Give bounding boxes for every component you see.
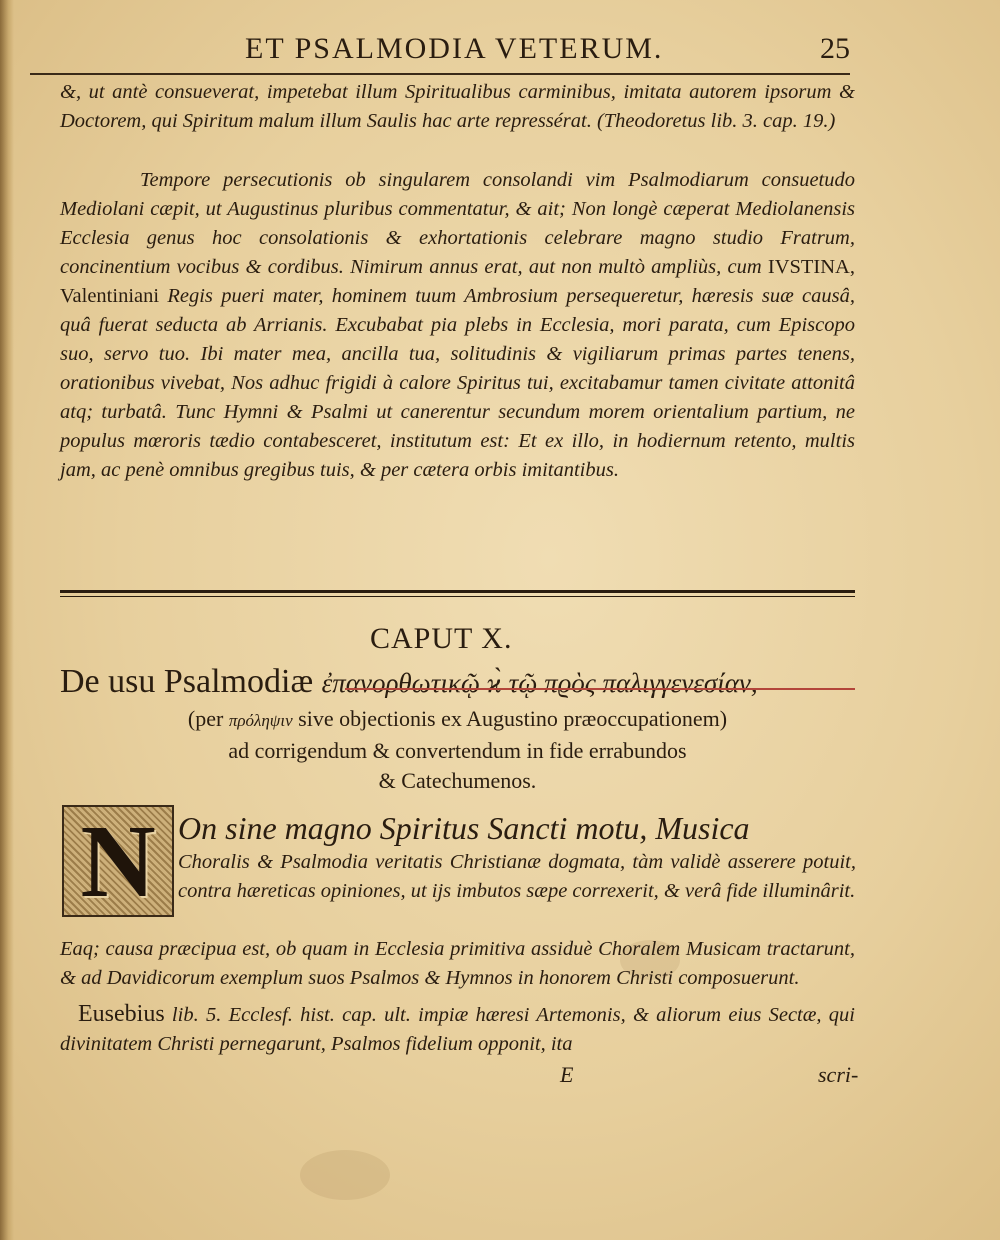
name-justina: IVSTINA, Valentiniani — [60, 256, 855, 307]
header-rule — [30, 73, 850, 75]
name-eusebius: Eusebius — [78, 1001, 165, 1027]
chapter-number: CAPUT X. — [370, 622, 513, 655]
subtitle-line: & Catechumenos. — [378, 768, 537, 793]
chapter-subtitle — [60, 704, 855, 796]
divider-thin-line — [60, 596, 855, 597]
greek-word: πρόληψιν — [228, 711, 293, 730]
divider-thick-line — [60, 590, 855, 593]
paper-stain — [300, 1150, 390, 1200]
page-header — [60, 28, 850, 68]
text-run: lib. 5. Ecclesf. hist. cap. ult. impiæ hæresi Artemonis, & aliorum eius Sectæ, qui divinitatem Christi pernegarunt, Psalmos fidelium opponit, ita — [60, 1004, 855, 1055]
paragraph-text: Choralis & Psalmodia veritatis Christianæ dogmata, tàm validè asserere potuit, contra hæreticas opiniones, ut ijs imbutos sæpe correxerit, & verâ fide illuminârit. — [178, 851, 856, 902]
red-underline — [345, 688, 855, 690]
catchword: scri- — [818, 1062, 859, 1087]
decorated-initial — [62, 805, 174, 917]
paragraph-augustinus — [60, 166, 855, 485]
text-run: Regis pueri mater, hominem tuum Ambrosium persequeretur, hæresis suæ causâ, quâ fuerat seducta ab Arrianis. Excubabat pia plebs in Ecclesia, mori parata, cum Episcopo suo, servo tuo. Ibi mater mea, ancilla tua, solitudinis & vigiliarum primas partes tenens, orationibus vivebat, Nos adhuc frigidi à calore Spiritus tui, excitabamur tamen civitate attonitâ atq; turbatâ. Tunc Hymni & Psalmi ut canerentur secundum morem orientalium partium, ne populus mœroris tædio contabesceret, institutum est: Et ex illo, in hodiernum retento, multis jam, ac penè omnibus gregibus tuis, & per cætera orbis imitantibus. — [60, 285, 855, 481]
text-run: Tempore persecutionis ob singularem consolandi vim Psalmodiarum consuetudo Mediolani cæpit, ut Augustinus pluribus commentatur, & ait; Non longè cæperat Mediolanensis Ecclesia genus hoc consolationis & exhortationis celebrare magno studio Fratrum, concinentium vocibus & cordibus. Nimirum annus erat, aut non multò ampliùs, cum — [60, 169, 855, 278]
paragraph-text — [60, 166, 855, 485]
initial-letter: N — [80, 803, 156, 919]
paragraph-text: &, ut antè consueverat, impetebat illum Spiritualibus carminibus, imitata autorem ipsorum & Doctorem, qui Spiritum malum illum Saulis hac arte repressérat. (Theodoretus lib. 3. cap. 19.) — [60, 81, 855, 132]
chapter-title-greek: ἐπανορθωτικῷ ϰ̀ τῷ πϱὸς παλιγγενεσίαν, — [321, 668, 758, 698]
subtitle-line: ad corrigendum & convertendum in fide errabundos — [228, 738, 687, 763]
paragraph-theodoretus — [60, 78, 855, 136]
subtitle-line — [60, 704, 855, 736]
paragraph-text: Eaq; causa præcipua est, ob quam in Ecclesia primitiva assiduè Choralem Musicam tractarunt, & ad Davidicorum exemplum suos Psalmos & Hymnos in honorem Christi composuerunt. — [60, 938, 855, 989]
chapter-title-latin: De usu Psalmodiæ — [60, 663, 314, 700]
section-divider — [60, 590, 855, 600]
text-run: sive objectionis ex Augustino præoccupationem) — [292, 706, 728, 731]
page-number: 25 — [820, 32, 850, 65]
signature-mark: E — [560, 1062, 574, 1087]
page-edge-shadow — [0, 0, 14, 1240]
chapter-title — [60, 662, 860, 703]
text-run: (per — [187, 706, 229, 731]
paragraph-text — [60, 1000, 855, 1059]
running-head: ET PSALMODIA VETERUM. — [245, 32, 664, 65]
opening-line: On sine magno Spiritus Sancti motu, Musica — [178, 810, 750, 846]
paragraph-eusebius — [60, 1000, 855, 1059]
